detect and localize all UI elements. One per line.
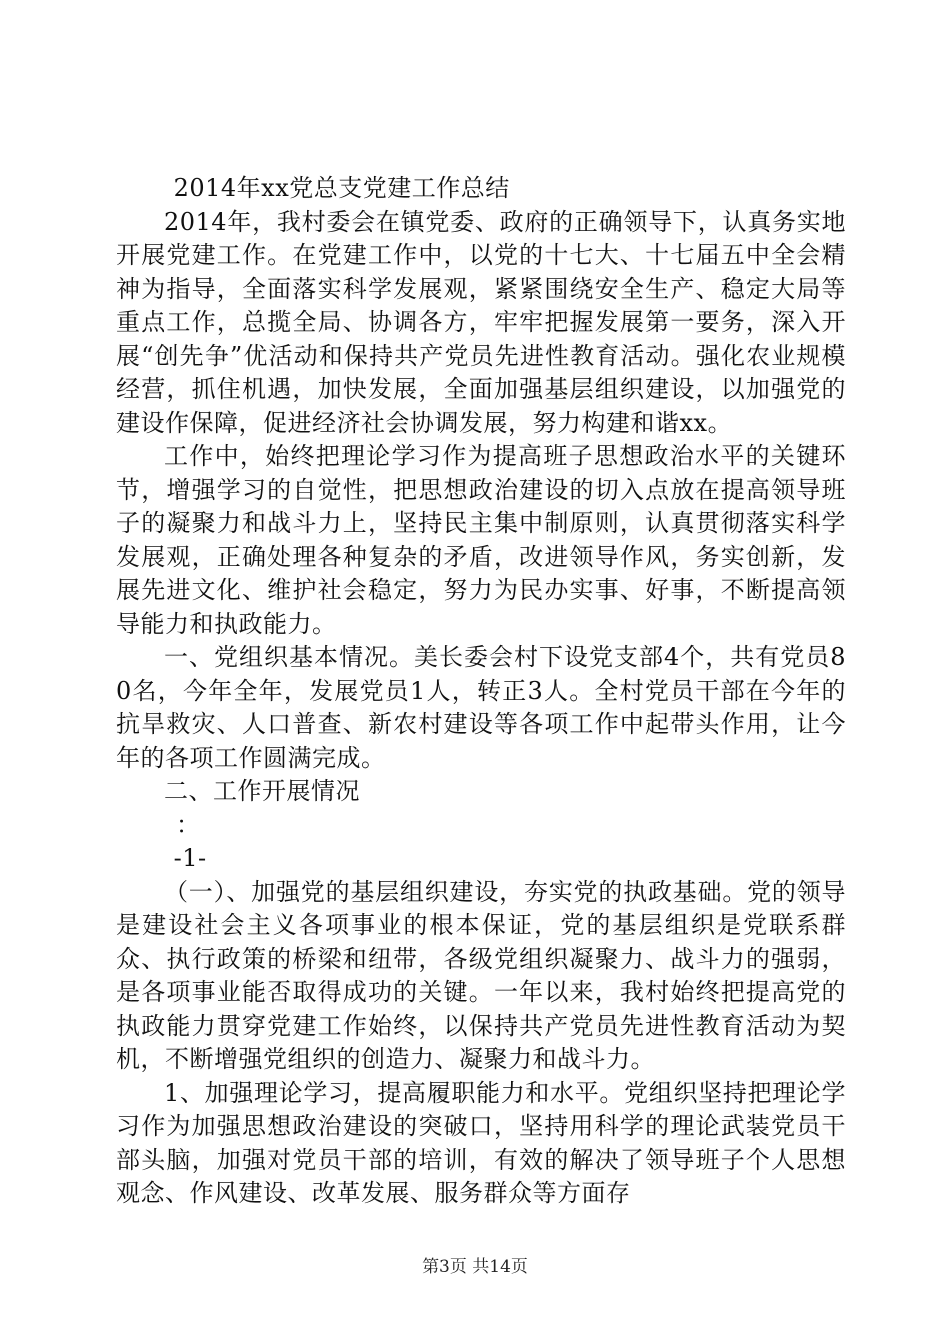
paragraph-theory-study: 工作中，始终把理论学习作为提高班子思想政治水平的关键环节，增强学习的自觉性，把思想政治建设的切入点放在提高领导班子的凝聚力和战斗力上，坚持民主集中制原则，认真贯彻落实科学发展观，正确处理各种复杂的矛盾，改进领导作风，务实创新，发展先进文化、维护社会稳定，努力为民办实事、好事，不断提高领导能力和执政能力。 xyxy=(116,442,846,638)
paragraph-grassroots-organization: （一）、加强党的基层组织建设，夯实党的执政基础。党的领导是建设社会主义各项事业的根本保证，党的基层组织是党联系群众、执行政策的桥梁和纽带，各级党组织凝聚力、战斗力的强弱，是各项事业能否取得成功的关键。一年以来，我村始终把提高党的执政能力贯穿党建工作始终，以保持共产党员先进性教育活动为契机，不断增强党组织的创造力、凝聚力和战斗力。 xyxy=(116,877,846,1073)
document-title: 2014年xx党总支党建工作总结 xyxy=(173,174,510,202)
paragraph-theory-learning: 1、加强理论学习，提高履职能力和水平。党组织坚持把理论学习作为加强思想政治建设的突破口，坚持用科学的理论武装党员干部头脑，加强对党员干部的培训，有效的解决了领导班子个人思想观念、作风建设、改革发展、服务群众等方面存 xyxy=(116,1078,846,1207)
document-body xyxy=(116,172,846,1211)
page-footer: 第3页 共14页 xyxy=(422,1257,528,1277)
paragraph-basic-situation: 一、党组织基本情况。美长委会村下设党支部4个，共有党员80名，今年全年，发展党员1人，转正3人。全村党员干部在今年的抗旱救灾、人口普查、新农村建设等各项工作中起带头作用，让今年的各项工作圆满完成。 xyxy=(116,643,846,772)
paragraph-intro: 2014年，我村委会在镇党委、政府的正确领导下，认真务实地开展党建工作。在党建工作中，以党的十七大、十七届五中全会精神为指导，全面落实科学发展观，紧紧围绕安全生产、稳定大局等重点工作，总揽全局、协调各方，牢牢把握发展第一要务，深入开展“创先争”优活动和保持共产党员先进性教育活动。强化农业规模经营，抓住机遇，加快发展，全面加强基层组织建设，以加强党的建设作保障，促进经济社会协调发展，努力构建和谐xx。 xyxy=(116,207,846,437)
section-heading-work-progress: 二、工作开展情况 xyxy=(164,777,360,805)
colon-mark: ： xyxy=(176,810,201,839)
inline-page-marker: -1- xyxy=(173,844,207,872)
